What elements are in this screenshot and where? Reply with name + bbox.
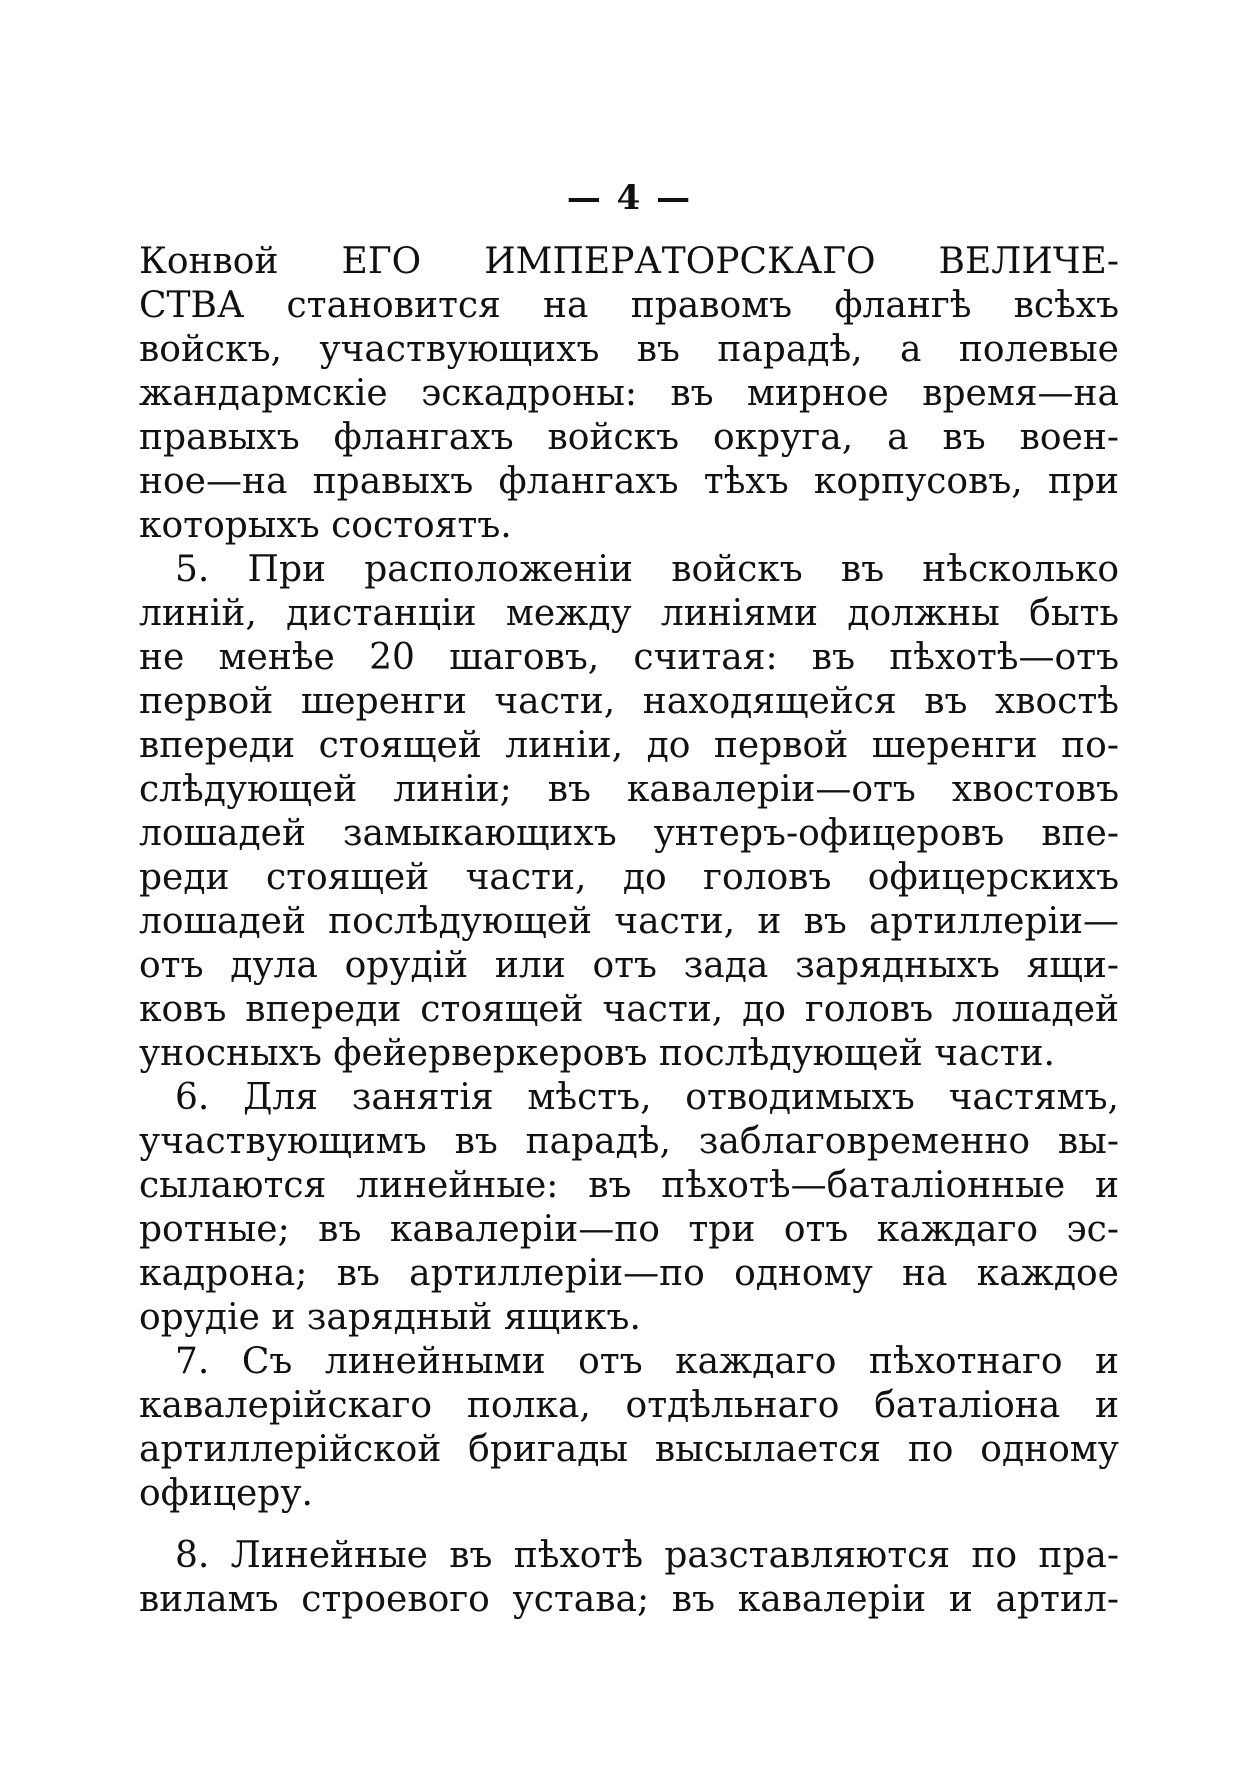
text-line: отъ дула орудій или отъ зада зарядныхъ ящи- [139, 945, 1119, 986]
text-line: уносныхъ фейерверкеровъ послѣдующей части. [139, 1033, 1055, 1074]
body-text [139, 240, 1119, 1622]
text-line: орудіе и зарядный ящикъ. [139, 1297, 641, 1338]
text-line: реди стоящей части, до головъ офицерскихъ [139, 857, 1119, 898]
text-line: СТВА становится на правомъ флангѣ всѣхъ [139, 285, 1119, 326]
page-number: — 4 — [566, 178, 693, 218]
text-line: артиллерійской бригады высылается по одному [139, 1429, 1119, 1470]
text-line: первой шеренги части, находящейся въ хвостѣ [139, 681, 1119, 722]
text-line: не менѣе 20 шаговъ, считая: въ пѣхотѣ—отъ [139, 637, 1119, 678]
text-line: кадрона; въ артиллеріи—по одному на каждое [139, 1253, 1119, 1294]
paragraph-7-line: 7. Съ линейными отъ каждаго пѣхотнаго и [175, 1341, 1119, 1382]
text-line: виламъ строевого устава; въ кавалеріи и артил- [139, 1579, 1119, 1620]
text-line: впереди стоящей линіи, до первой шеренги по- [139, 725, 1119, 766]
text-line: лошадей замыкающихъ унтеръ-офицеровъ впе- [139, 813, 1119, 854]
text-line: линій, дистанціи между линіями должны быть [139, 593, 1119, 634]
text-line: кавалерійскаго полка, отдѣльнаго баталіона и [139, 1385, 1119, 1426]
text-line: войскъ, участвующихъ въ парадѣ, а полевые [139, 329, 1119, 370]
text-line: слѣдующей линіи; въ кавалеріи—отъ хвостовъ [139, 769, 1119, 810]
text-line: ное—на правыхъ флангахъ тѣхъ корпусовъ, при [139, 461, 1119, 502]
text-line: Конвой ЕГО ИМПЕРАТОРСКАГО ВЕЛИЧЕ- [139, 241, 1119, 282]
text-line: участвующимъ въ парадѣ, заблаговременно вы- [139, 1121, 1119, 1162]
text-line: лошадей послѣдующей части, и въ артиллеріи— [139, 901, 1119, 942]
text-line: офицеру. [139, 1473, 313, 1514]
paragraph-8-line: 8. Линейные въ пѣхотѣ разставляются по пра- [175, 1535, 1119, 1576]
text-line: ротные; въ кавалеріи—по три отъ каждаго эс- [139, 1209, 1119, 1250]
text-line: правыхъ флангахъ войскъ округа, а въ воен- [139, 417, 1119, 458]
text-line: сылаются линейные: въ пѣхотѣ—баталіонные и [139, 1165, 1119, 1206]
paragraph-5-line: 5. При расположеніи войскъ въ нѣсколько [175, 549, 1119, 590]
text-line: ковъ впереди стоящей части, до головъ лошадей [139, 989, 1119, 1030]
text-line: жандармскіе эскадроны: въ мирное время—на [139, 373, 1119, 414]
paragraph-6-line: 6. Для занятія мѣстъ, отводимыхъ частямъ, [175, 1077, 1119, 1118]
text-line: которыхъ состоятъ. [139, 505, 512, 546]
